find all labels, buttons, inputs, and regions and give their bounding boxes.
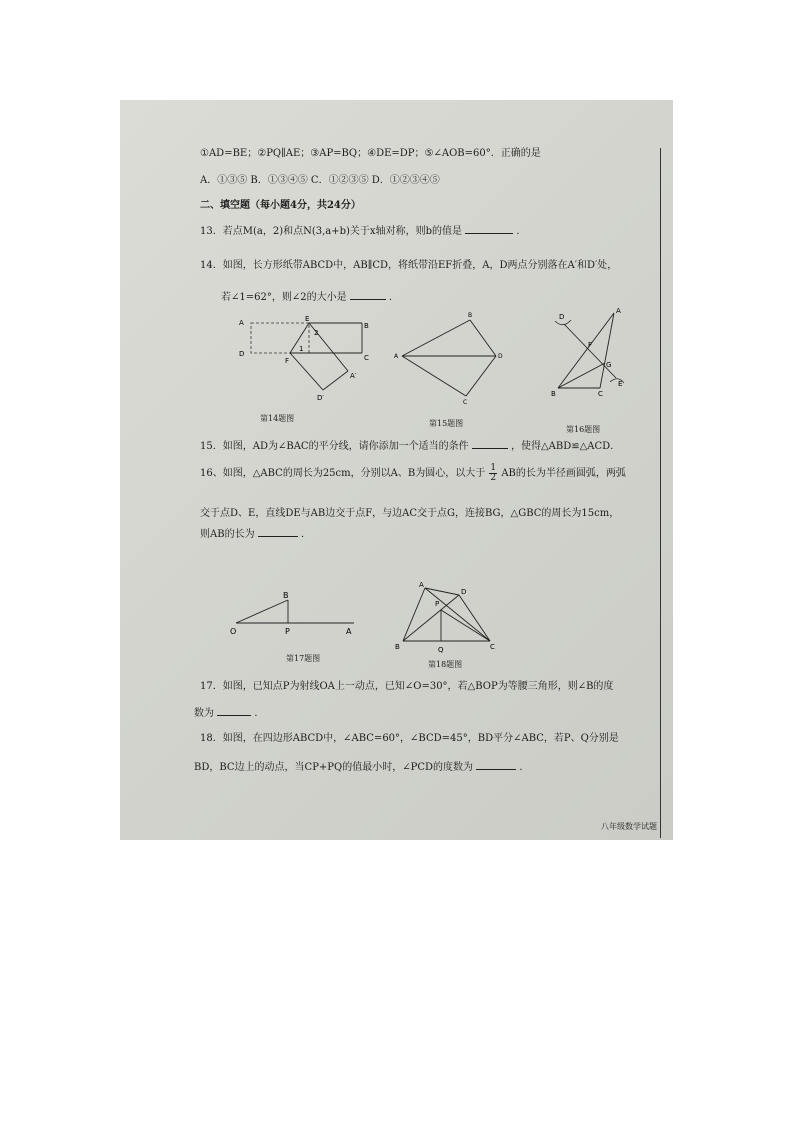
label-o: O xyxy=(230,627,237,636)
label-a: A xyxy=(419,581,424,589)
figure-16 xyxy=(550,305,650,400)
figure-15 xyxy=(394,312,508,407)
label-e: E xyxy=(618,380,623,388)
question-16-text-post: AB的长为半径画圆弧，两弧 xyxy=(501,468,626,479)
question-13 xyxy=(200,222,526,239)
label-c: C xyxy=(463,399,468,406)
label-q: Q xyxy=(438,646,444,654)
figure-18 xyxy=(395,578,500,658)
question-15 xyxy=(200,437,620,454)
side-cd xyxy=(459,595,490,641)
segment-ob xyxy=(236,600,288,623)
label-b: B xyxy=(364,322,369,330)
question-16-dot: ． xyxy=(300,529,311,540)
label-f: F xyxy=(285,357,290,365)
label-d-prime: D′ xyxy=(317,394,324,402)
label-a: A xyxy=(394,353,399,360)
side-ab xyxy=(402,320,470,356)
question-18-text: BD，BC边上的动点，当CP+PQ的值最小时，∠PCD的度数为 xyxy=(194,762,474,773)
question-14-line1: 14．如图，长方形纸带ABCD中，AB∥CD，将纸带沿EF折叠，A，D两点分别落在A′和D′处， xyxy=(200,260,618,271)
label-a: A xyxy=(346,627,352,636)
caption-fig14: 第14题图 xyxy=(260,414,295,423)
side-bd xyxy=(470,320,496,356)
label-c: C xyxy=(364,354,369,362)
label-b: B xyxy=(551,390,556,398)
caption-fig17: 第17题图 xyxy=(286,654,321,663)
fold-df xyxy=(290,353,323,390)
label-b: B xyxy=(283,591,289,600)
question-17-dot: ． xyxy=(254,708,265,719)
label-a: A xyxy=(239,319,244,327)
fold-ad xyxy=(323,371,348,390)
label-e: E xyxy=(305,315,310,323)
caption-fig18: 第18题图 xyxy=(428,660,463,669)
question-16-line2: 交于点D、E，直线DE与AB边交于点F，与边AC交于点G，连接BG，△GBC的周长为15cm， xyxy=(200,508,620,519)
fraction-numerator: 1 xyxy=(490,463,497,473)
answer-blank-16[interactable] xyxy=(258,525,298,537)
question-13-dot: ． xyxy=(516,226,527,237)
header-line: ①AD=BE；②PQ∥AE；③AP=BQ；④DE=DP；⑤∠AOB=60°．正确的是 xyxy=(200,148,541,159)
label-g: G xyxy=(606,361,612,369)
photo-page xyxy=(120,100,673,840)
question-17-line2 xyxy=(194,704,264,721)
label-f: F xyxy=(588,341,593,349)
figure-14 xyxy=(238,314,368,404)
side-ab xyxy=(558,313,614,388)
figure-17 xyxy=(230,588,365,640)
question-16-line1 xyxy=(200,464,626,483)
side-cd xyxy=(466,356,496,396)
side-ad xyxy=(425,588,459,595)
answer-blank-18[interactable] xyxy=(476,758,516,770)
section-title: 二、填空题（每小题4分，共24分） xyxy=(200,200,361,211)
segment-cp xyxy=(441,610,490,641)
label-c: C xyxy=(490,643,495,651)
options-line: A．①③⑤ B．①③④⑤ C．①②③⑤ D．①②③④⑤ xyxy=(200,175,440,186)
label-d: D xyxy=(461,588,467,596)
footer-title: 八年级数学试题 xyxy=(601,822,657,831)
label-d: D xyxy=(559,313,565,321)
question-16-text-pre: 16、如图，△ABC的周长为25cm，分别以A、B为圆心，以大于 xyxy=(200,468,486,479)
margin-rule xyxy=(660,148,661,838)
question-16-line3 xyxy=(200,525,311,542)
label-2: 2 xyxy=(314,329,319,337)
question-13-text: 13．若点M(a，2)和点N(3,a+b)关于x轴对称，则b的值是 xyxy=(200,226,462,237)
label-p: P xyxy=(435,600,440,608)
question-15-text-post: ，使得△ABD≌△ACD． xyxy=(510,441,621,452)
question-15-text-pre: 15．如图，AD为∠BAC的平分线，请你添加一个适当的条件 xyxy=(200,441,469,452)
question-18-line1: 18．如图，在四边形ABCD中，∠ABC=60°，∠BCD=45°，BD平分∠ABC，若P、Q分别是 xyxy=(200,733,619,744)
question-18-dot: ． xyxy=(519,762,530,773)
question-14-line2 xyxy=(221,288,399,305)
label-a: A xyxy=(616,307,621,315)
question-18-line2 xyxy=(194,758,529,775)
question-16-text: 则AB的长为 xyxy=(200,529,255,540)
caption-fig16: 第16题图 xyxy=(566,425,601,434)
label-p: P xyxy=(285,627,290,636)
side-ac xyxy=(600,313,614,388)
label-1: 1 xyxy=(299,345,304,353)
fraction-half xyxy=(489,464,497,483)
answer-blank-17[interactable] xyxy=(217,704,251,716)
question-17-text: 数为 xyxy=(194,708,214,719)
question-17-line1: 17．如图，已知点P为射线OA上一动点，已知∠O=30°，若△BOP为等腰三角形，则∠B的度 xyxy=(200,681,614,692)
label-d: D xyxy=(239,350,245,358)
answer-blank-13[interactable] xyxy=(465,222,513,234)
side-ab xyxy=(403,588,425,641)
label-c: C xyxy=(598,390,603,398)
answer-blank-14[interactable] xyxy=(350,288,386,300)
label-d: D xyxy=(498,353,503,360)
label-b: B xyxy=(395,643,400,651)
fraction-denominator: 2 xyxy=(490,473,497,483)
segment-bg xyxy=(558,363,605,388)
question-14-text: 若∠1=62°，则∠2的大小是 xyxy=(221,292,347,303)
label-b: B xyxy=(468,312,473,319)
caption-fig15: 第15题图 xyxy=(429,419,464,428)
answer-blank-15[interactable] xyxy=(472,437,508,449)
question-14-dot: ． xyxy=(388,292,399,303)
label-a-prime: A′ xyxy=(350,372,357,380)
side-ac xyxy=(402,356,466,396)
diagonal-bd xyxy=(403,595,459,641)
